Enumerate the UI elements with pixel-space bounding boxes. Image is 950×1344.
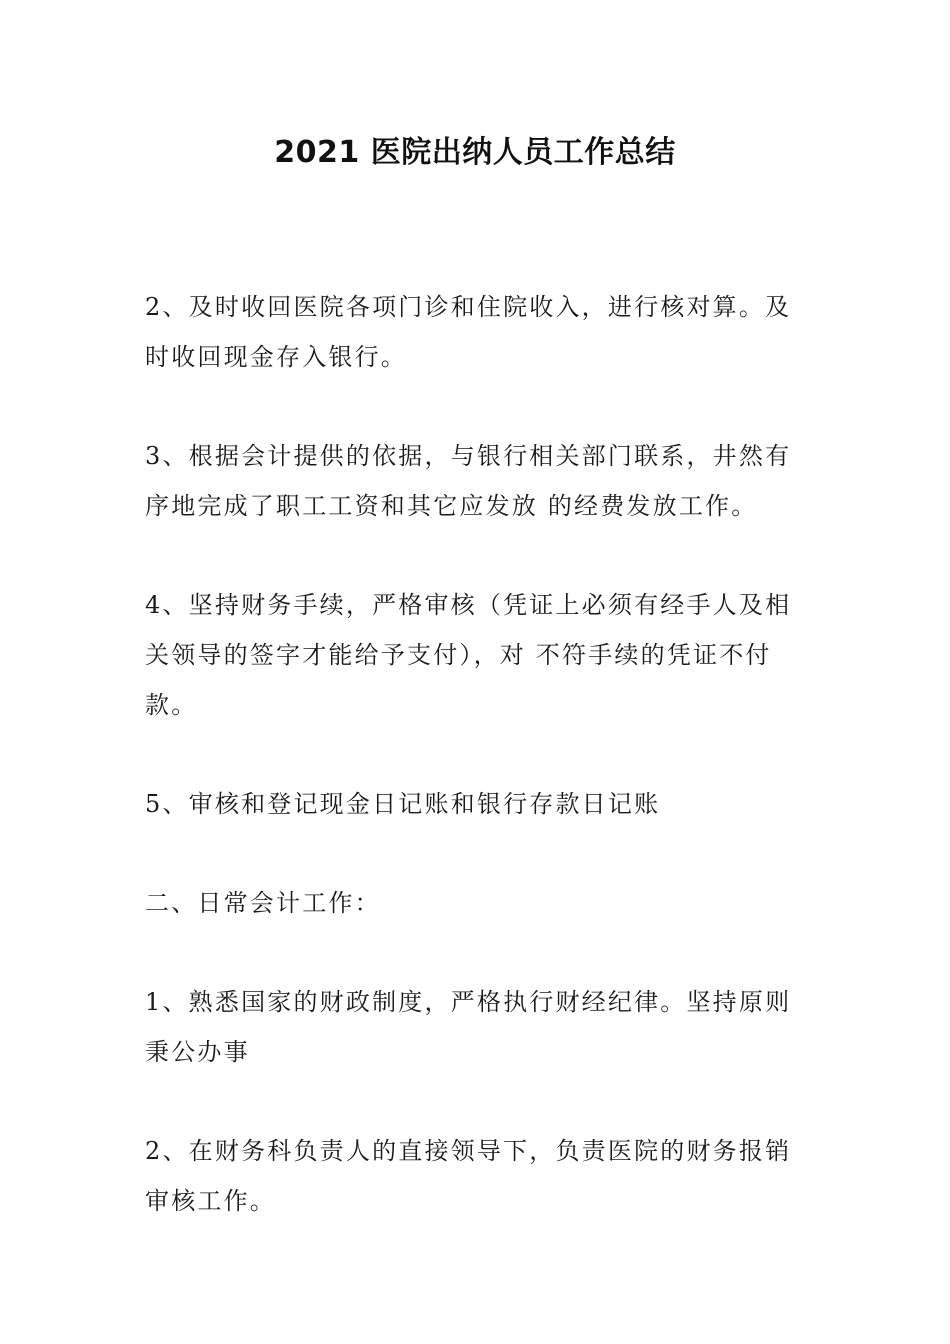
section-heading: 二、日常会计工作：: [145, 889, 381, 917]
paragraph: 1、熟悉国家的财政制度，严格执行财经纪律。坚持原则秉公办事: [145, 988, 792, 1066]
paragraph: 2、及时收回医院各项门诊和住院收入，进行核对算。及时收回现金存入银行。: [145, 293, 792, 371]
document-body: [145, 282, 810, 1275]
paragraph: 3、根据会计提供的依据，与银行相关部门联系，井然有序地完成了职工工资和其它应发放 的经费发放工作。: [145, 442, 792, 520]
paragraph: 4、坚持财务手续，严格审核（凭证上必须有经手人及相关领导的签字才能给予支付），对 不符手续的凭证不付款。: [145, 591, 792, 719]
paragraph: 2、在财务科负责人的直接领导下，负责医院的财务报销审核工作。: [145, 1137, 792, 1215]
paragraph: 5、审核和登记现金日记账和银行存款日记账: [145, 790, 661, 818]
document-title: 2021 医院出纳人员工作总结: [274, 135, 676, 170]
